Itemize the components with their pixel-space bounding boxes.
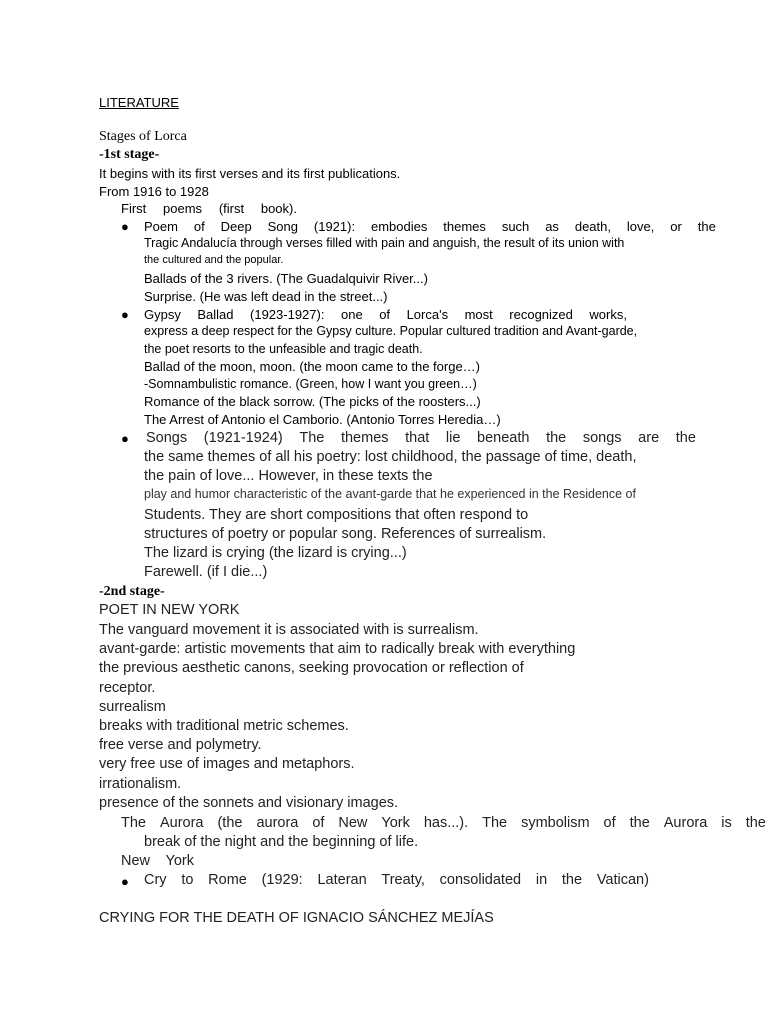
word: book). xyxy=(260,201,297,216)
bullet-icon: ● xyxy=(121,431,129,446)
word: Cry xyxy=(144,872,167,888)
word: poems xyxy=(163,201,203,216)
songs-line6: structures of poetry or popular song. References of surrealism. xyxy=(144,526,547,542)
word: as xyxy=(545,219,559,234)
word: Aurora xyxy=(159,815,204,831)
word: (1921-1924) xyxy=(203,430,283,446)
deep-song-line1 xyxy=(144,219,716,234)
songs-line8: Farewell. (if I die...) xyxy=(144,564,268,580)
word: of xyxy=(379,307,391,322)
stage2-line: the previous aesthetic canons, seeking provocation or reflection of xyxy=(99,660,524,676)
word: or xyxy=(670,219,682,234)
word: consolidated xyxy=(439,872,522,888)
stage2-line: very free use of images and metaphors. xyxy=(99,756,355,772)
word: embodies xyxy=(371,219,428,234)
word: Poem xyxy=(144,219,178,234)
word: York xyxy=(165,853,194,869)
gypsy-ballad-line7: The Arrest of Antonio el Camborio. (Antonio Torres Heredia…) xyxy=(144,412,501,427)
word: lie xyxy=(445,430,461,446)
songs-line7: The lizard is crying (the lizard is crying...) xyxy=(144,545,407,561)
stage1-intro-line1: It begins with its first verses and its first publications. xyxy=(99,166,401,181)
stage2-heading: -2nd stage- xyxy=(99,584,165,599)
word: one xyxy=(340,307,363,322)
gypsy-ballad-line1 xyxy=(144,307,627,322)
stage1-intro-line2: From 1916 to 1928 xyxy=(99,184,209,199)
deep-song-line2: Tragic Andalucía through verses filled with pain and anguish, the result of its union with xyxy=(144,236,625,250)
stage2-line: breaks with traditional metric schemes. xyxy=(99,718,349,734)
word: (1923-1927): xyxy=(250,307,325,322)
bullet-icon: ● xyxy=(121,219,129,234)
word: the xyxy=(546,430,567,446)
word: Treaty, xyxy=(381,872,425,888)
word: Lateran xyxy=(317,872,367,888)
stage2-line: irrationalism. xyxy=(99,776,182,792)
stage2-line: free verse and polymetry. xyxy=(99,737,262,753)
word: (first xyxy=(218,201,245,216)
word: York xyxy=(381,815,410,831)
word: of xyxy=(603,815,616,831)
word: New xyxy=(121,853,151,869)
word: of xyxy=(193,219,205,234)
bullet-icon: ● xyxy=(121,874,129,889)
gypsy-ballad-line6: Romance of the black sorrow. (The picks of the roosters...) xyxy=(144,394,481,409)
poet-in-new-york-heading: POET IN NEW YORK xyxy=(99,602,240,618)
word: most xyxy=(464,307,493,322)
word: songs xyxy=(582,430,622,446)
word: (1929: xyxy=(261,872,303,888)
document-title: LITERATURE xyxy=(99,95,179,110)
word: Deep xyxy=(220,219,252,234)
songs-line2: the same themes of all his poetry: lost childhood, the passage of time, death, xyxy=(144,449,637,465)
word: are xyxy=(638,430,660,446)
gypsy-ballad-line3: the poet resorts to the unfeasible and tragic death. xyxy=(144,342,423,356)
stage2-line: surrealism xyxy=(99,699,166,715)
stage2-line: avant-garde: artistic movements that aim to radically break with everything xyxy=(99,641,576,657)
word: themes xyxy=(340,430,389,446)
word: has...). xyxy=(423,815,469,831)
word: themes xyxy=(443,219,486,234)
stages-heading: Stages of Lorca xyxy=(99,129,187,144)
word: such xyxy=(501,219,530,234)
stage1-heading: -1st stage- xyxy=(99,147,160,162)
word: aurora xyxy=(256,815,299,831)
word: symbolism xyxy=(521,815,590,831)
songs-line5: Students. They are short compositions that often respond to xyxy=(144,507,529,523)
word: to xyxy=(181,872,194,888)
songs-line4: play and humor characteristic of the avant-garde that he experienced in the Residence of xyxy=(144,487,636,501)
aurora-line1 xyxy=(121,815,766,831)
word: the xyxy=(745,815,766,831)
gypsy-ballad-line5: -Somnambulistic romance. (Green, how I want you green…) xyxy=(144,377,477,391)
word: Aurora xyxy=(663,815,708,831)
word: Ballad xyxy=(197,307,234,322)
stage2-line: receptor. xyxy=(99,680,156,696)
word: (the xyxy=(217,815,243,831)
word: recognized xyxy=(509,307,573,322)
deep-song-line5: Surprise. (He was left dead in the street...) xyxy=(144,289,388,304)
songs-line3: the pain of love... However, in these texts the xyxy=(144,468,433,484)
word: of xyxy=(312,815,325,831)
word: Vatican) xyxy=(596,872,649,888)
word: works, xyxy=(589,307,627,322)
word: beneath xyxy=(477,430,530,446)
word: Song xyxy=(267,219,298,234)
aurora-line2: break of the night and the beginning of life. xyxy=(144,834,419,850)
word: New xyxy=(338,815,368,831)
word: Lorca's xyxy=(406,307,449,322)
word: (1921): xyxy=(313,219,356,234)
stage2-line: The vanguard movement it is associated with is surrealism. xyxy=(99,622,479,638)
stage2-line: presence of the sonnets and visionary images. xyxy=(99,795,399,811)
word: The xyxy=(299,430,325,446)
songs-line1 xyxy=(146,430,696,446)
word: death, xyxy=(574,219,611,234)
new-york-line xyxy=(121,853,194,869)
word: Gypsy xyxy=(144,307,181,322)
deep-song-line3: the cultured and the popular. xyxy=(144,254,284,266)
word: The xyxy=(121,815,146,831)
word: the xyxy=(697,219,716,234)
bullet-icon: ● xyxy=(121,307,129,322)
first-poems-line xyxy=(121,201,297,216)
gypsy-ballad-line2: express a deep respect for the Gypsy culture. Popular cultured tradition and Avant-garde, xyxy=(144,324,638,338)
word: the xyxy=(629,815,650,831)
cry-to-rome-line xyxy=(144,872,649,888)
crying-heading: CRYING FOR THE DEATH OF IGNACIO SÁNCHEZ MEJÍAS xyxy=(99,910,494,926)
word: love, xyxy=(626,219,655,234)
gypsy-ballad-line4: Ballad of the moon, moon. (the moon came to the forge…) xyxy=(144,359,481,374)
word: that xyxy=(405,430,430,446)
word: First xyxy=(121,201,147,216)
word: in xyxy=(535,872,548,888)
word: Rome xyxy=(208,872,247,888)
word: is xyxy=(721,815,732,831)
word: Songs xyxy=(146,430,188,446)
word: The xyxy=(482,815,508,831)
word: the xyxy=(675,430,696,446)
deep-song-line4: Ballads of the 3 rivers. (The Guadalquivir River...) xyxy=(144,271,428,286)
word: the xyxy=(561,872,583,888)
